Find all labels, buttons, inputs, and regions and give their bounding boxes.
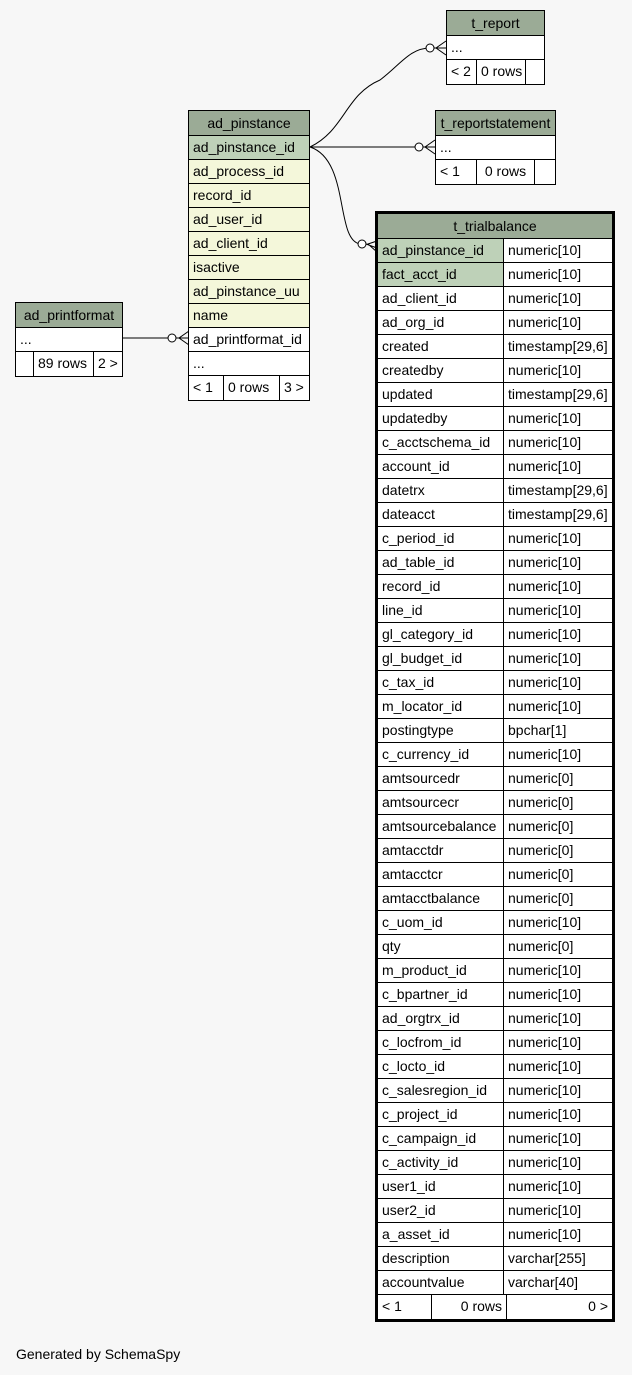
column-type: timestamp[29,6] — [503, 335, 612, 358]
column-row[interactable] — [378, 383, 612, 407]
column-name: m_product_id — [382, 962, 467, 978]
column-row[interactable] — [378, 575, 612, 599]
column-row[interactable] — [378, 1175, 612, 1199]
column-row[interactable] — [378, 815, 612, 839]
column-row[interactable] — [189, 160, 309, 184]
footer-parents[interactable]: < 1 — [440, 163, 460, 179]
column-name: accountvalue — [382, 1274, 465, 1290]
column-name: a_asset_id — [382, 1226, 450, 1242]
column-row[interactable] — [378, 1199, 612, 1223]
column-name: updatedby — [382, 410, 448, 426]
column-row[interactable] — [378, 479, 612, 503]
column-row[interactable] — [378, 239, 612, 263]
column-name: ad_client_id — [189, 232, 309, 255]
column-name: c_locto_id — [382, 1058, 446, 1074]
column-name: c_bpartner_id — [382, 986, 468, 1002]
column-row[interactable] — [189, 184, 309, 208]
column-row[interactable] — [378, 767, 612, 791]
column-row[interactable] — [378, 671, 612, 695]
column-row[interactable] — [378, 335, 612, 359]
column-name: account_id — [382, 458, 450, 474]
column-type: numeric[10] — [503, 1031, 612, 1054]
relation-circle-ad_printformat — [168, 334, 176, 342]
column-row[interactable] — [378, 911, 612, 935]
table-header[interactable]: ad_printformat — [16, 303, 122, 328]
column-type: numeric[10] — [503, 647, 612, 670]
table-t_trialbalance[interactable] — [375, 211, 615, 1322]
ellipsis: ... — [193, 355, 205, 371]
column-row[interactable] — [378, 791, 612, 815]
column-type: numeric[10] — [503, 1007, 612, 1030]
column-name: ad_user_id — [189, 208, 309, 231]
column-row[interactable] — [378, 1127, 612, 1151]
relation-crowfoot-t_reportstatement — [423, 140, 435, 154]
table-t_report[interactable] — [446, 10, 545, 85]
column-type: numeric[10] — [503, 911, 612, 934]
column-row[interactable] — [378, 1079, 612, 1103]
column-type: numeric[10] — [503, 695, 612, 718]
relation-circle-t_report — [426, 44, 434, 52]
column-name: c_activity_id — [382, 1154, 459, 1170]
column-row[interactable] — [378, 1007, 612, 1031]
column-name: ad_pinstance_id — [378, 239, 503, 262]
footer-parents[interactable]: < 1 — [193, 379, 213, 395]
column-name: fact_acct_id — [378, 263, 503, 286]
column-name: record_id — [189, 184, 309, 207]
generated-by-text: Generated by SchemaSpy — [16, 1346, 181, 1362]
column-type: timestamp[29,6] — [503, 479, 612, 502]
column-type: numeric[0] — [503, 839, 612, 862]
column-type: numeric[10] — [503, 1175, 612, 1198]
column-name: name — [189, 304, 309, 327]
column-row[interactable] — [378, 959, 612, 983]
column-type: numeric[10] — [503, 1127, 612, 1150]
column-type: numeric[10] — [503, 983, 612, 1006]
ellipsis-row — [16, 328, 122, 352]
column-row[interactable] — [378, 431, 612, 455]
column-name: gl_budget_id — [382, 650, 463, 666]
column-type: numeric[10] — [503, 1103, 612, 1126]
column-row[interactable] — [378, 1247, 612, 1271]
footer-children[interactable] — [534, 160, 555, 184]
column-row[interactable] — [189, 328, 309, 352]
footer-rows: 0 rows — [476, 160, 534, 184]
table-header[interactable]: t_trialbalance — [378, 214, 612, 239]
column-name: qty — [382, 938, 401, 954]
column-row[interactable] — [378, 551, 612, 575]
ellipsis-row — [189, 352, 309, 376]
column-row[interactable] — [378, 455, 612, 479]
column-type: numeric[0] — [503, 767, 612, 790]
column-row[interactable] — [378, 1055, 612, 1079]
ellipsis-row — [447, 36, 544, 60]
column-row[interactable] — [378, 311, 612, 335]
column-row[interactable] — [189, 208, 309, 232]
column-name: m_locator_id — [382, 698, 463, 714]
column-name: created — [382, 338, 429, 354]
column-name: amtacctcr — [382, 866, 443, 882]
column-name: ad_client_id — [382, 290, 457, 306]
column-type: numeric[10] — [503, 575, 612, 598]
column-type: numeric[10] — [503, 263, 612, 286]
column-name: c_campaign_id — [382, 1130, 477, 1146]
column-row[interactable] — [378, 1271, 612, 1295]
column-type: numeric[0] — [503, 863, 612, 886]
column-type: numeric[10] — [503, 623, 612, 646]
column-type: numeric[10] — [503, 959, 612, 982]
footer-parents[interactable] — [16, 352, 33, 376]
relation-crowfoot-t_report — [434, 41, 446, 55]
column-name: line_id — [382, 602, 423, 618]
column-row[interactable] — [378, 359, 612, 383]
column-name: amtacctdr — [382, 842, 444, 858]
column-type: numeric[10] — [503, 431, 612, 454]
column-name: gl_category_id — [382, 626, 474, 642]
ellipsis-row — [436, 136, 555, 160]
column-name: user1_id — [382, 1178, 436, 1194]
column-type: numeric[10] — [503, 1223, 612, 1246]
footer-rows: 0 rows — [431, 1295, 506, 1319]
column-row[interactable] — [189, 136, 309, 160]
table-header[interactable]: ad_pinstance — [189, 111, 309, 136]
column-name: c_salesregion_id — [382, 1082, 488, 1098]
table-t_reportstatement[interactable] — [435, 110, 556, 185]
column-name: ad_orgtrx_id — [382, 1010, 460, 1026]
footer-children[interactable]: 0 > — [506, 1295, 612, 1319]
column-type: bpchar[1] — [503, 719, 612, 742]
column-row[interactable] — [378, 503, 612, 527]
column-row[interactable] — [378, 263, 612, 287]
footer-children[interactable]: 2 > — [93, 352, 122, 376]
table-footer — [447, 60, 544, 84]
footer-rows: 0 rows — [476, 60, 525, 84]
column-row[interactable] — [378, 1223, 612, 1247]
column-name: ad_process_id — [189, 160, 309, 183]
column-row[interactable] — [378, 863, 612, 887]
column-type: numeric[10] — [503, 599, 612, 622]
column-row[interactable] — [378, 743, 612, 767]
column-type: numeric[10] — [503, 671, 612, 694]
column-name: amtsourcedr — [382, 770, 460, 786]
column-type: numeric[10] — [503, 407, 612, 430]
column-name: ad_table_id — [382, 554, 455, 570]
column-type: numeric[0] — [503, 935, 612, 958]
column-type: numeric[0] — [503, 791, 612, 814]
column-row[interactable] — [378, 887, 612, 911]
column-name: ad_pinstance_id — [189, 136, 309, 159]
column-name: ad_printformat_id — [193, 331, 302, 347]
relation-circle-t_trialbalance — [358, 240, 366, 248]
column-row[interactable] — [378, 287, 612, 311]
relation-circle-t_reportstatement — [415, 143, 423, 151]
column-type: numeric[10] — [503, 1079, 612, 1102]
column-name: c_period_id — [382, 530, 455, 546]
column-row[interactable] — [378, 1151, 612, 1175]
table-footer — [436, 160, 555, 184]
table-header[interactable]: t_reportstatement — [436, 111, 555, 136]
column-row[interactable] — [189, 256, 309, 280]
column-type: timestamp[29,6] — [503, 383, 612, 406]
column-row[interactable] — [189, 304, 309, 328]
column-name: isactive — [189, 256, 309, 279]
ellipsis: ... — [451, 39, 463, 55]
footer-children[interactable]: 3 > — [279, 376, 309, 400]
column-row[interactable] — [378, 599, 612, 623]
column-name: c_uom_id — [382, 914, 443, 930]
column-type: varchar[255] — [503, 1247, 612, 1270]
ellipsis: ... — [440, 139, 452, 155]
column-row[interactable] — [378, 527, 612, 551]
column-type: numeric[10] — [503, 1055, 612, 1078]
footer-children[interactable] — [525, 60, 544, 84]
column-row[interactable] — [378, 839, 612, 863]
column-row[interactable] — [378, 983, 612, 1007]
table-footer — [378, 1295, 612, 1319]
column-name: datetrx — [382, 482, 425, 498]
column-name: record_id — [382, 578, 441, 594]
column-type: numeric[10] — [503, 239, 612, 262]
column-type: timestamp[29,6] — [503, 503, 612, 526]
relation-t_trialbalance — [310, 147, 360, 244]
column-row[interactable] — [378, 623, 612, 647]
column-type: numeric[10] — [503, 1199, 612, 1222]
footer-rows: 89 rows — [33, 352, 93, 376]
column-name: createdby — [382, 362, 444, 378]
table-ad_pinstance[interactable] — [188, 110, 310, 401]
column-name: amtsourcecr — [382, 794, 460, 810]
column-name: amtsourcebalance — [382, 818, 497, 834]
column-type: numeric[10] — [503, 551, 612, 574]
column-type: numeric[10] — [503, 311, 612, 334]
column-type: numeric[10] — [503, 359, 612, 382]
column-name: amtacctbalance — [382, 890, 481, 906]
footer-rows: 0 rows — [223, 376, 279, 400]
column-name: c_locfrom_id — [382, 1034, 462, 1050]
column-row[interactable] — [378, 407, 612, 431]
column-row[interactable] — [378, 647, 612, 671]
column-name: updated — [382, 386, 433, 402]
column-type: numeric[10] — [503, 455, 612, 478]
footer-parents[interactable]: < 2 — [451, 63, 471, 79]
column-name: postingtype — [382, 722, 454, 738]
column-type: numeric[10] — [503, 743, 612, 766]
column-row[interactable] — [189, 232, 309, 256]
column-type: numeric[0] — [503, 815, 612, 838]
relation-t_report — [310, 48, 430, 147]
ellipsis: ... — [20, 331, 32, 347]
table-ad_printformat[interactable] — [15, 302, 123, 377]
column-name: description — [382, 1250, 450, 1266]
column-type: numeric[10] — [503, 1151, 612, 1174]
column-type: numeric[0] — [503, 887, 612, 910]
table-footer — [189, 376, 309, 400]
column-name: c_acctschema_id — [382, 434, 491, 450]
column-row[interactable] — [189, 280, 309, 304]
column-row[interactable] — [378, 935, 612, 959]
column-name: dateacct — [382, 506, 435, 522]
column-row[interactable] — [378, 1031, 612, 1055]
column-row[interactable] — [378, 719, 612, 743]
column-name: c_tax_id — [382, 674, 435, 690]
column-type: varchar[40] — [503, 1271, 612, 1294]
column-type: numeric[10] — [503, 287, 612, 310]
column-row[interactable] — [378, 1103, 612, 1127]
column-name: ad_org_id — [382, 314, 445, 330]
column-type: numeric[10] — [503, 527, 612, 550]
column-row[interactable] — [378, 695, 612, 719]
column-name: ad_pinstance_uu — [189, 280, 309, 303]
column-name: c_project_id — [382, 1106, 458, 1122]
footer-parents[interactable]: < 1 — [382, 1298, 402, 1314]
column-name: c_currency_id — [382, 746, 470, 762]
table-footer — [16, 352, 122, 376]
table-header[interactable]: t_report — [447, 11, 544, 36]
column-name: user2_id — [382, 1202, 436, 1218]
